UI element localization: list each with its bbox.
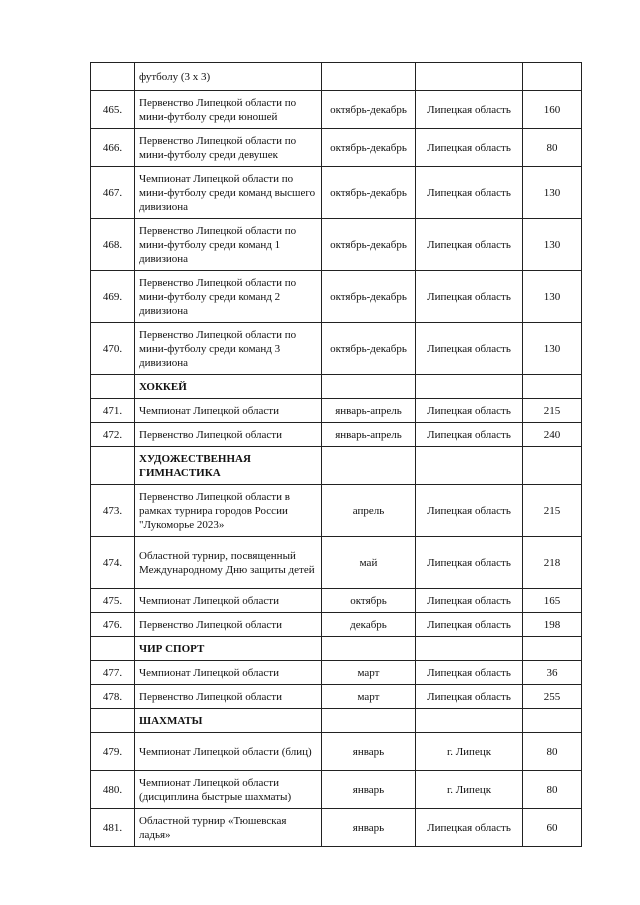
event-name: Областной турнир «Тюшевская ладья» (135, 809, 322, 847)
participant-count: 240 (523, 423, 582, 447)
events-table-body (91, 63, 582, 847)
table-row (91, 219, 582, 271)
section-row (91, 447, 582, 485)
section-title: ШАХМАТЫ (135, 709, 322, 733)
table-row (91, 537, 582, 589)
event-place (416, 637, 523, 661)
row-number: 475. (91, 589, 135, 613)
event-period: октябрь-декабрь (322, 167, 416, 219)
section-title: ХОККЕЙ (135, 375, 322, 399)
row-number (91, 375, 135, 399)
event-name: Чемпионат Липецкой области (135, 589, 322, 613)
event-place (416, 63, 523, 91)
section-row (91, 375, 582, 399)
row-number: 478. (91, 685, 135, 709)
participant-count: 36 (523, 661, 582, 685)
event-name: Чемпионат Липецкой области по мини-футболу среди команд высшего дивизиона (135, 167, 322, 219)
event-place (416, 375, 523, 399)
event-place: г. Липецк (416, 771, 523, 809)
section-title: ХУДОЖЕСТВЕННАЯ ГИМНАСТИКА (135, 447, 322, 485)
event-place: Липецкая область (416, 399, 523, 423)
participant-count: 198 (523, 613, 582, 637)
event-place (416, 709, 523, 733)
participant-count: 218 (523, 537, 582, 589)
table-row (91, 771, 582, 809)
event-period (322, 375, 416, 399)
event-period: октябрь-декабрь (322, 323, 416, 375)
event-period: январь-апрель (322, 399, 416, 423)
event-place: Липецкая область (416, 613, 523, 637)
event-place: Липецкая область (416, 661, 523, 685)
event-name: Первенство Липецкой области по мини-футболу среди команд 2 дивизиона (135, 271, 322, 323)
event-period (322, 447, 416, 485)
row-number (91, 63, 135, 91)
participant-count: 165 (523, 589, 582, 613)
participant-count: 130 (523, 323, 582, 375)
row-number: 469. (91, 271, 135, 323)
participant-count: 80 (523, 733, 582, 771)
event-period: октябрь-декабрь (322, 271, 416, 323)
row-number: 468. (91, 219, 135, 271)
row-number (91, 637, 135, 661)
event-period: декабрь (322, 613, 416, 637)
row-number: 472. (91, 423, 135, 447)
event-period (322, 63, 416, 91)
event-place: Липецкая область (416, 589, 523, 613)
table-row (91, 685, 582, 709)
events-table (90, 62, 582, 847)
row-number (91, 447, 135, 485)
table-row (91, 271, 582, 323)
table-row (91, 91, 582, 129)
participant-count: 80 (523, 771, 582, 809)
event-period: май (322, 537, 416, 589)
section-row (91, 637, 582, 661)
row-number: 474. (91, 537, 135, 589)
event-period: октябрь-декабрь (322, 91, 416, 129)
event-period: октябрь (322, 589, 416, 613)
event-name: Первенство Липецкой области (135, 685, 322, 709)
event-period (322, 637, 416, 661)
section-title: ЧИР СПОРТ (135, 637, 322, 661)
event-place: Липецкая область (416, 167, 523, 219)
event-place: Липецкая область (416, 129, 523, 167)
event-name: Первенство Липецкой области по мини-футболу среди девушек (135, 129, 322, 167)
event-place (416, 447, 523, 485)
participant-count (523, 63, 582, 91)
participant-count (523, 709, 582, 733)
table-row (91, 323, 582, 375)
event-name: Первенство Липецкой области по мини-футболу среди команд 1 дивизиона (135, 219, 322, 271)
event-period: январь (322, 809, 416, 847)
table-row (91, 733, 582, 771)
event-place: Липецкая область (416, 423, 523, 447)
participant-count (523, 447, 582, 485)
row-number (91, 709, 135, 733)
table-row (91, 809, 582, 847)
event-place: г. Липецк (416, 733, 523, 771)
row-number: 481. (91, 809, 135, 847)
event-period: январь (322, 733, 416, 771)
participant-count: 255 (523, 685, 582, 709)
participant-count: 130 (523, 167, 582, 219)
table-row (91, 485, 582, 537)
event-period: март (322, 661, 416, 685)
row-number: 471. (91, 399, 135, 423)
event-name: Чемпионат Липецкой области (дисциплина быстрые шахматы) (135, 771, 322, 809)
participant-count (523, 375, 582, 399)
table-row (91, 129, 582, 167)
event-period: октябрь-декабрь (322, 129, 416, 167)
event-name: Первенство Липецкой области в рамках турнира городов России "Лукоморье 2023» (135, 485, 322, 537)
event-name: Первенство Липецкой области по мини-футболу среди юношей (135, 91, 322, 129)
row-number: 480. (91, 771, 135, 809)
event-name: футболу (3 х 3) (135, 63, 322, 91)
event-period: март (322, 685, 416, 709)
table-row (91, 589, 582, 613)
table-row (91, 167, 582, 219)
participant-count: 160 (523, 91, 582, 129)
participant-count (523, 637, 582, 661)
event-period: апрель (322, 485, 416, 537)
table-row (91, 613, 582, 637)
participant-count: 80 (523, 129, 582, 167)
event-name: Первенство Липецкой области по мини-футболу среди команд 3 дивизиона (135, 323, 322, 375)
row-number: 466. (91, 129, 135, 167)
row-number: 476. (91, 613, 135, 637)
event-name: Первенство Липецкой области (135, 613, 322, 637)
event-place: Липецкая область (416, 219, 523, 271)
table-row (91, 661, 582, 685)
row-number: 470. (91, 323, 135, 375)
table-row (91, 423, 582, 447)
row-number: 467. (91, 167, 135, 219)
participant-count: 130 (523, 271, 582, 323)
row-number: 465. (91, 91, 135, 129)
event-period: январь-апрель (322, 423, 416, 447)
event-period: январь (322, 771, 416, 809)
participant-count: 130 (523, 219, 582, 271)
document-page (90, 62, 582, 847)
event-name: Областной турнир, посвященный Международному Дню защиты детей (135, 537, 322, 589)
table-row (91, 63, 582, 91)
event-name: Чемпионат Липецкой области (135, 399, 322, 423)
event-place: Липецкая область (416, 323, 523, 375)
row-number: 479. (91, 733, 135, 771)
event-period (322, 709, 416, 733)
event-place: Липецкая область (416, 271, 523, 323)
event-place: Липецкая область (416, 809, 523, 847)
event-place: Липецкая область (416, 685, 523, 709)
participant-count: 60 (523, 809, 582, 847)
event-name: Первенство Липецкой области (135, 423, 322, 447)
event-place: Липецкая область (416, 537, 523, 589)
row-number: 477. (91, 661, 135, 685)
participant-count: 215 (523, 485, 582, 537)
table-row (91, 399, 582, 423)
event-name: Чемпионат Липецкой области (блиц) (135, 733, 322, 771)
event-period: октябрь-декабрь (322, 219, 416, 271)
event-place: Липецкая область (416, 485, 523, 537)
section-row (91, 709, 582, 733)
participant-count: 215 (523, 399, 582, 423)
row-number: 473. (91, 485, 135, 537)
event-name: Чемпионат Липецкой области (135, 661, 322, 685)
event-place: Липецкая область (416, 91, 523, 129)
